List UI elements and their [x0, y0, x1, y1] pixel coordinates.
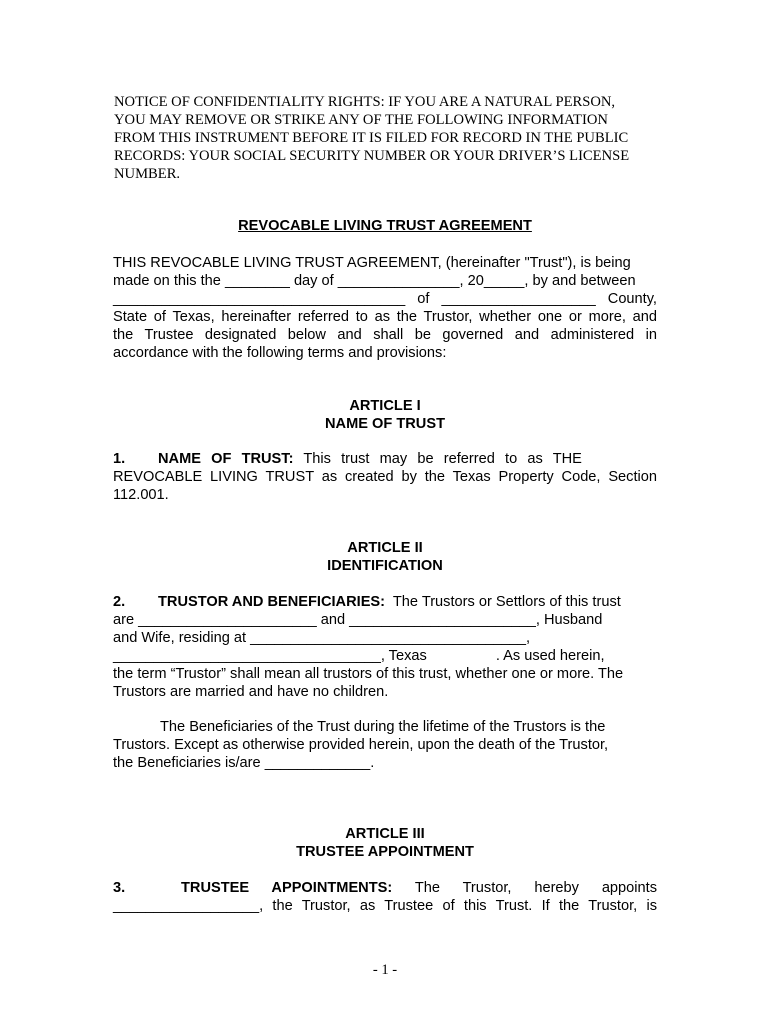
section-2-line: the term “Trustor” shall mean all trustors of this trust, whether one or more. The: [113, 666, 624, 682]
section-label: TRUSTOR AND BENEFICIARIES:: [158, 594, 386, 610]
section-1-line: [113, 450, 657, 468]
intro-line: State of Texas, hereinafter referred to as the Trustor, whether one or more, and: [113, 309, 657, 325]
beneficiaries-line: Trustors. Except as otherwise provided herein, upon the death of the Trustor,: [113, 737, 609, 753]
article-1-heading: [113, 397, 657, 433]
article-subheading: TRUSTEE APPOINTMENT: [296, 844, 474, 860]
notice-line: RECORDS: YOUR SOCIAL SECURITY NUMBER OR YOUR DRIVER’S LICENSE: [114, 148, 630, 164]
used-herein-text: . As used herein,: [495, 648, 605, 664]
article-2-section: [113, 593, 643, 701]
section-2-line: and Wife, residing at __________________________________,: [113, 630, 531, 646]
article-subheading: NAME OF TRUST: [325, 416, 445, 432]
section-text: The Trustor, hereby appoints: [414, 880, 657, 896]
document-title: REVOCABLE LIVING TRUST AGREEMENT: [238, 218, 532, 234]
name-blank: [592, 451, 657, 467]
zip-blank: [431, 648, 496, 664]
intro-line: made on this the ________ day of _______________, 20_____, by and between: [113, 273, 636, 289]
confidentiality-notice: [114, 93, 654, 183]
beneficiaries-line: the Beneficiaries is/are _____________.: [113, 755, 375, 771]
section-2-line: Trustors are married and have no children.: [113, 684, 389, 700]
page-number: - 1 -: [372, 962, 398, 978]
intro-paragraph: [113, 254, 657, 362]
notice-line: NUMBER.: [114, 166, 181, 182]
section-3-line: [113, 879, 657, 897]
section-number: 3.: [113, 880, 126, 896]
intro-line: accordance with the following terms and provisions:: [113, 345, 447, 361]
section-number: 1.: [113, 451, 126, 467]
section-number: 2.: [113, 594, 126, 610]
section-3-line: __________________, the Trustor, as Trustee of this Trust. If the Trustor, is: [113, 898, 657, 914]
address-text: _________________________________, Texas: [113, 648, 427, 664]
notice-line: YOU MAY REMOVE OR STRIKE ANY OF THE FOLLOWING INFORMATION: [114, 112, 608, 128]
article-3-heading: [113, 825, 657, 861]
section-2-line: are ______________________ and _______________________, Husband: [113, 612, 603, 628]
article-2-heading: [113, 539, 657, 575]
article-1-section: [113, 450, 657, 504]
article-heading: ARTICLE III: [345, 826, 425, 842]
section-label: NAME OF TRUST:: [158, 451, 294, 467]
notice-line: NOTICE OF CONFIDENTIALITY RIGHTS: IF YOU ARE A NATURAL PERSON,: [114, 94, 616, 110]
intro-line: THIS REVOCABLE LIVING TRUST AGREEMENT, (hereinafter "Trust"), is being: [113, 255, 631, 271]
section-1-line: 112.001.: [113, 487, 169, 503]
article-3-section: [113, 879, 657, 915]
intro-line: ____________________________________ of ___________________ County,: [113, 291, 657, 307]
section-label: TRUSTEE APPOINTMENTS:: [181, 880, 393, 896]
section-2-line: [113, 647, 643, 665]
article-heading: ARTICLE II: [347, 540, 423, 556]
intro-line: the Trustee designated below and shall be governed and administered in: [113, 327, 657, 343]
article-subheading: IDENTIFICATION: [327, 558, 443, 574]
notice-line: FROM THIS INSTRUMENT BEFORE IT IS FILED FOR RECORD IN THE PUBLIC: [114, 130, 629, 146]
section-text: This trust may be referred to as THE: [303, 451, 582, 467]
section-2-line: [113, 593, 643, 611]
section-1-line: REVOCABLE LIVING TRUST as created by the Texas Property Code, Section: [113, 469, 657, 485]
article-heading: ARTICLE I: [349, 398, 421, 414]
beneficiaries-line: The Beneficiaries of the Trust during the lifetime of the Trustors is the: [160, 719, 606, 735]
beneficiaries-paragraph: [113, 718, 643, 772]
section-text: The Trustors or Settlors of this trust: [392, 594, 621, 610]
